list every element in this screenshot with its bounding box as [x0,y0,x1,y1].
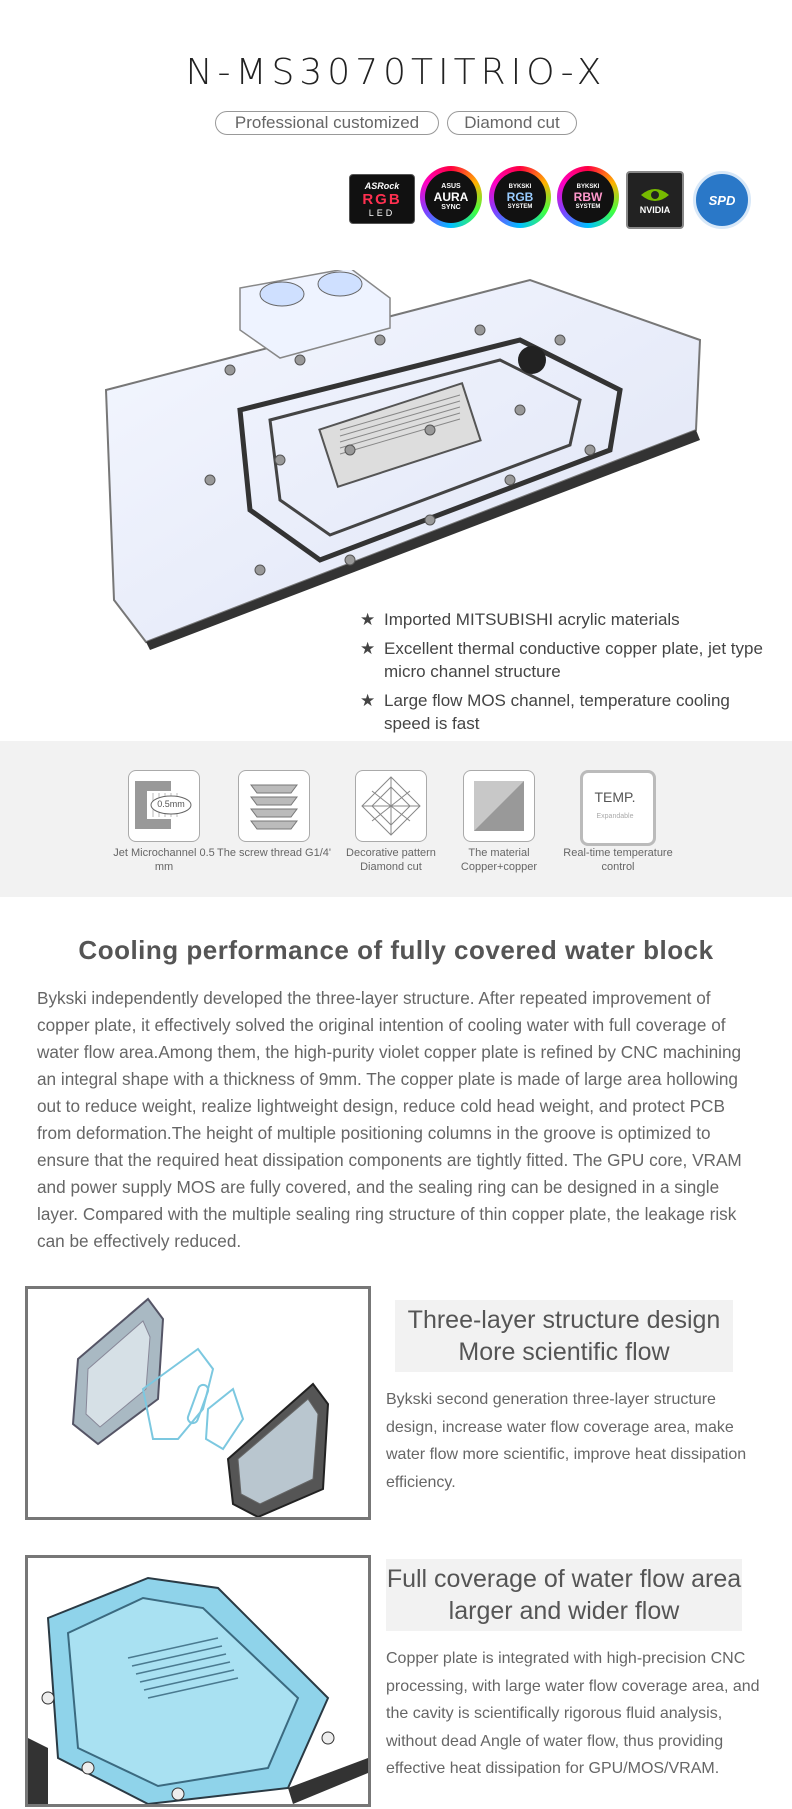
icon-label-temp: Real-time temperature control [563,847,673,873]
water-flow-coverage-image [25,1555,371,1807]
icon-label-material: The material Copper+copper [460,847,538,873]
feature-item: ★ Excellent thermal conductive copper plate, jet type micro channel structure [360,639,763,681]
block2-heading: Full coverage of water flow area larger and wider flow [386,1559,742,1631]
three-layer-exploded-image [25,1286,371,1520]
feature-list [360,608,780,741]
diamond-cut-icon [355,770,427,842]
tag-diamond-cut: Diamond cut [447,111,577,135]
asrock-rgb-logo: ASRock RGB LED [349,174,415,224]
asus-aura-sync-logo: ASUS AURA SYNC [420,166,482,228]
icon-label-jet: Jet Microchannel 0.5 mm [113,847,215,873]
block2-text: Copper plate is integrated with high-precision CNC processing, with large water flow coverage area, and the cavity is scientifically rigorous fluid analysis, without dead Angle of water flow, thus providing effective heat dissipation for GPU/MOS/VRAM. [386,1650,760,1777]
water-block-product-image [100,270,710,650]
nvidia-eye-icon [639,185,671,205]
spd-logo: SPD [693,171,751,229]
jet-microchannel-icon: 0.5mm [128,770,200,842]
screw-thread-icon [238,770,310,842]
star-icon: ★ [360,639,376,658]
icon-label-thread: The screw thread G1/4' [217,847,331,859]
star-icon: ★ [360,610,376,629]
product-title: N-MS3070TITRIO-X [185,52,607,93]
bykski-rbw-system-logo: BYKSKI RBW SYSTEM [557,166,619,228]
nvidia-logo: NVIDIA [626,171,684,229]
icon-label-diamond: Decorative pattern Diamond cut [346,847,436,873]
bykski-rgb-system-logo: BYKSKI RGB SYSTEM [489,166,551,228]
section-body: Bykski independently developed the three-layer structure. After repeated improvement of copper plate, it effectively solved the original intention of cooling water with full coverage of water flow area.Among them, the high-purity violet copper plate is refined by CNC machining an integral shape with a thickness of 9mm. The copper plate is made of large area hollowing out to reduce weight, realize lightweight design, reduce cold head weight, and protect PCB from deformation.The height of multiple positioning columns in the groove is optimized to ensure that the required heat dissipation components are tightly fitted. The GPU core, VRAM and power supply MOS are fully covered, and the sealing ring can be designed in a single layer. Compared with the multiple sealing ring structure of thin copper plate, the leakage risk can be effectively reduced. [37,988,742,1251]
tag-professional-customized: Professional customized [215,111,439,135]
block1-text: Bykski second generation three-layer structure design, increase water flow coverage area, make water flow more scientific, improve heat dissipation efficiency. [386,1391,747,1491]
feature-item: ★ Imported MITSUBISHI acrylic materials [360,610,680,629]
feature-item: ★ Large flow MOS channel, temperature cooling speed is fast [360,691,730,733]
temperature-control-icon: TEMP. Expandable [580,770,656,846]
star-icon: ★ [360,691,376,710]
block1-heading: Three-layer structure design More scientific flow [395,1300,733,1372]
section-title: Cooling performance of fully covered water block [78,935,714,965]
copper-material-icon [463,770,535,842]
